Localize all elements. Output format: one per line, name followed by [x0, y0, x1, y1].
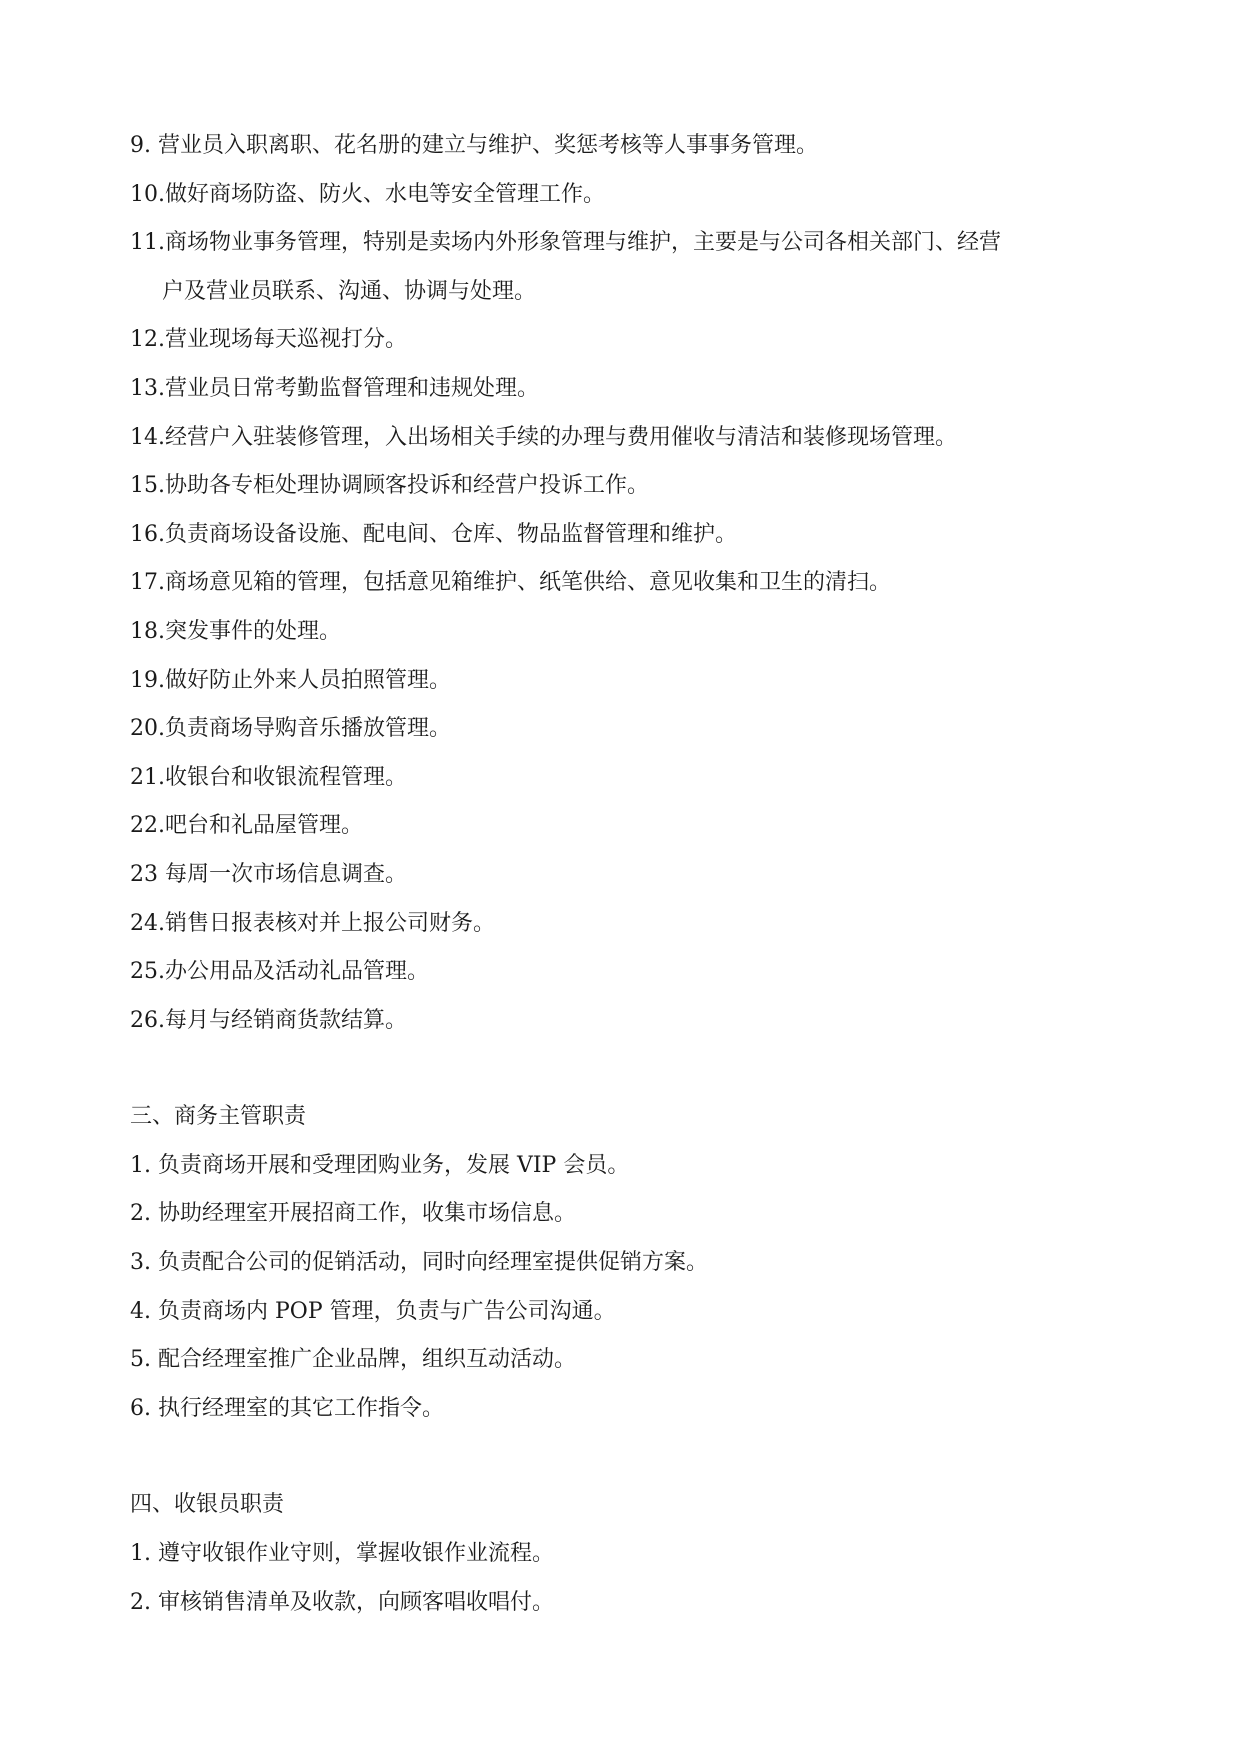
list-item: 16.负责商场设备设施、配电间、仓库、物品监督管理和维护。 — [130, 521, 737, 547]
list-item: 9. 营业员入职离职、花名册的建立与维护、奖惩考核等人事事务管理。 — [130, 133, 818, 158]
list-item: 15.协助各专柜处理协调顾客投诉和经营户投诉工作。 — [130, 473, 649, 499]
list-item: 20.负责商场导购音乐播放管理。 — [130, 716, 451, 742]
section-spacer — [130, 1433, 1141, 1481]
list-item: 6. 执行经理室的其它工作指令。 — [130, 1395, 444, 1421]
list-item: 4. 负责商场内 POP 管理，负责与广告公司沟通。 — [130, 1298, 616, 1324]
section-3 — [130, 1093, 1141, 1433]
list-item: 25.办公用品及活动礼品管理。 — [130, 959, 429, 985]
list-item: 1. 负责商场开展和受理团购业务，发展 VIP 会员。 — [130, 1152, 630, 1178]
section-2-list — [130, 122, 1141, 1045]
list-item: 5. 配合经理室推广企业品牌，组织互动活动。 — [130, 1347, 576, 1373]
section-4 — [130, 1481, 1141, 1627]
list-item: 26.每月与经销商货款结算。 — [130, 1007, 407, 1033]
section-spacer — [130, 1045, 1141, 1093]
list-item: 3. 负责配合公司的促销活动，同时向经理室提供促销方案。 — [130, 1250, 708, 1276]
list-item: 11.商场物业事务管理，特别是卖场内外形象管理与维护，主要是与公司各相关部门、经营 — [130, 230, 1001, 256]
section-heading: 四、收银员职责 — [130, 1492, 285, 1518]
list-item: 19.做好防止外来人员拍照管理。 — [130, 667, 451, 693]
list-item: 18.突发事件的处理。 — [130, 618, 341, 644]
list-item: 14.经营户入驻装修管理，入出场相关手续的办理与费用催收与清洁和装修现场管理。 — [130, 424, 957, 450]
list-item: 2. 审核销售清单及收款，向顾客唱收唱付。 — [130, 1589, 554, 1615]
section-heading: 三、商务主管职责 — [130, 1104, 307, 1130]
list-item: 13.营业员日常考勤监督管理和违规处理。 — [130, 375, 539, 401]
list-item: 24.销售日报表核对并上报公司财务。 — [130, 910, 495, 936]
list-item: 22.吧台和礼品屋管理。 — [130, 813, 363, 839]
list-item: 23 每周一次市场信息调查。 — [130, 861, 407, 887]
list-item: 10.做好商场防盗、防火、水电等安全管理工作。 — [130, 181, 605, 207]
list-item: 1. 遵守收银作业守则，掌握收银作业流程。 — [130, 1541, 554, 1567]
list-item: 17.商场意见箱的管理，包括意见箱维护、纸笔供给、意见收集和卫生的清扫。 — [130, 570, 891, 596]
list-item: 21.收银台和收银流程管理。 — [130, 764, 407, 790]
list-item-continuation: 户及营业员联系、沟通、协调与处理。 — [162, 278, 537, 304]
list-item: 12.营业现场每天巡视打分。 — [130, 327, 407, 353]
list-item: 2. 协助经理室开展招商工作，收集市场信息。 — [130, 1201, 576, 1227]
